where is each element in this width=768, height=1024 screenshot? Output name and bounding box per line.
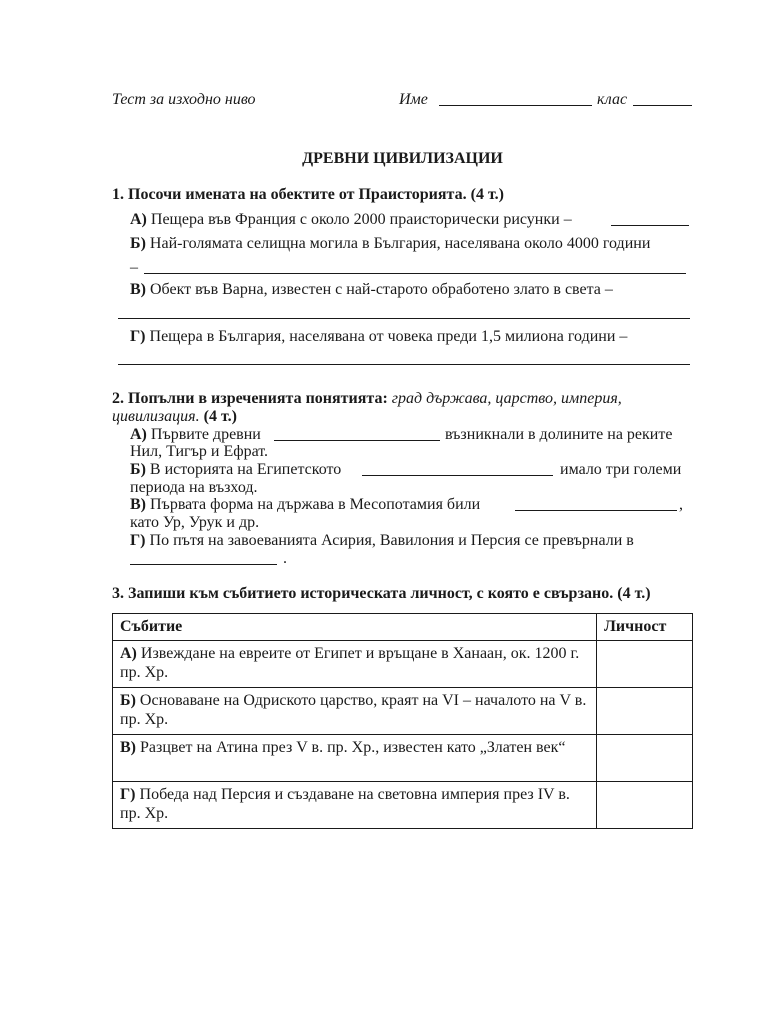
q1-b-text: Най-голямата селищна могила в България, населявана около 4000 години — [145, 235, 651, 252]
q1-v-letter: В) — [130, 281, 146, 298]
event-cell — [113, 782, 597, 829]
q1-a-blank[interactable] — [611, 225, 689, 226]
q2-g-blank[interactable] — [130, 564, 277, 565]
event-letter: Г) — [120, 786, 136, 803]
person-cell[interactable] — [597, 641, 693, 688]
q1-b-letter: Б) — [130, 235, 146, 252]
q1-g-letter: Г) — [130, 328, 146, 345]
q1-heading: 1. Посочи имената на обектите от Праисторията. (4 т.) — [112, 186, 504, 203]
q2-terms-2: цивилизация. — [112, 408, 200, 425]
q2-g-text: По пътя на завоеванията Асирия, Вавилония и Персия се превърнали в — [145, 532, 634, 549]
q2-points: (4 т.) — [203, 408, 237, 425]
q2-heading-text: 2. Попълни в изреченията понятията: — [112, 390, 388, 407]
person-cell[interactable] — [597, 782, 693, 829]
class-label: клас — [597, 91, 628, 108]
event-letter: В) — [120, 739, 136, 756]
q2-item-a — [130, 426, 261, 444]
events-table — [112, 613, 693, 829]
q2-item-v — [130, 496, 480, 514]
q1-v-text: Обект във Варна, известен с най-старото обработено злато в света – — [146, 281, 613, 298]
event-cell — [113, 688, 597, 735]
q1-g-text: Пещера в България, населявана от човека преди 1,5 милиона години – — [145, 328, 628, 345]
q3-heading: 3. Запиши към събитието историческата личност, с която е свързано. (4 т.) — [112, 585, 651, 602]
table-row — [113, 688, 693, 735]
q1-item-a — [130, 211, 572, 229]
q2-b-post: имало три големи — [560, 461, 682, 478]
q1-a-text: Пещера във Франция с около 2000 праисторически рисунки – — [146, 211, 572, 228]
event-text: Извеждане на евреите от Египет и връщане в Ханаан, ок. 1200 г. пр. Хр. — [120, 645, 580, 681]
name-label: Име — [399, 91, 428, 108]
name-blank[interactable] — [439, 105, 592, 106]
q2-g-end: . — [283, 550, 287, 567]
q2-b-pre: В историята на Египетското — [145, 461, 342, 478]
person-cell[interactable] — [597, 688, 693, 735]
q2-a-line2: Нил, Тигър и Ефрат. — [130, 443, 269, 460]
q2-v-line2: като Ур, Урук и др. — [130, 514, 260, 531]
event-cell — [113, 641, 597, 688]
q2-v-letter: В) — [130, 496, 146, 513]
q2-a-post: възникнали в долините на реките — [445, 426, 673, 443]
q1-b-dash: – — [130, 259, 138, 276]
table-header-row — [113, 614, 693, 641]
q1-item-v — [130, 281, 613, 299]
q2-b-blank[interactable] — [362, 475, 553, 476]
event-text: Победа над Персия и създаване на световна империя през IV в. пр. Хр. — [120, 786, 570, 822]
q1-v-blank[interactable] — [118, 318, 690, 319]
q2-v-pre: Първата форма на държава в Месопотамия били — [146, 496, 481, 513]
event-letter: Б) — [120, 692, 136, 709]
page-title: ДРЕВНИ ЦИВИЛИЗАЦИИ — [302, 150, 503, 167]
q1-a-letter: А) — [130, 211, 147, 228]
q2-a-letter: А) — [130, 426, 147, 443]
q2-g-letter: Г) — [130, 532, 146, 549]
event-cell — [113, 735, 597, 782]
col-event-header: Събитие — [113, 614, 597, 641]
q2-item-b — [130, 461, 341, 479]
test-title: Тест за изходно ниво — [112, 91, 256, 108]
q2-a-pre: Първите древни — [146, 426, 261, 443]
table-row — [113, 782, 693, 829]
class-blank[interactable] — [633, 105, 692, 106]
q2-item-g — [130, 532, 634, 550]
col-person-header: Личност — [597, 614, 693, 641]
q2-a-blank[interactable] — [274, 440, 440, 441]
q2-b-letter: Б) — [130, 461, 146, 478]
q2-terms: град държава, царство, империя, — [391, 390, 622, 407]
table-row — [113, 735, 693, 782]
q2-heading-line2 — [112, 408, 237, 426]
event-text: Основаване на Одриското царство, краят на VI – началото на V в. пр. Хр. — [120, 692, 587, 728]
q1-b-blank[interactable] — [144, 273, 686, 274]
event-letter: А) — [120, 645, 137, 662]
q2-v-post: , — [679, 496, 683, 513]
q2-v-blank[interactable] — [515, 510, 677, 511]
q1-item-b — [130, 235, 650, 253]
event-text: Разцвет на Атина през V в. пр. Хр., известен като „Златен век“ — [136, 739, 566, 756]
q1-item-g — [130, 328, 627, 346]
table-row — [113, 641, 693, 688]
person-cell[interactable] — [597, 735, 693, 782]
q2-b-line2: периода на възход. — [130, 479, 258, 496]
q2-heading — [112, 390, 622, 408]
q1-g-blank[interactable] — [118, 364, 690, 365]
